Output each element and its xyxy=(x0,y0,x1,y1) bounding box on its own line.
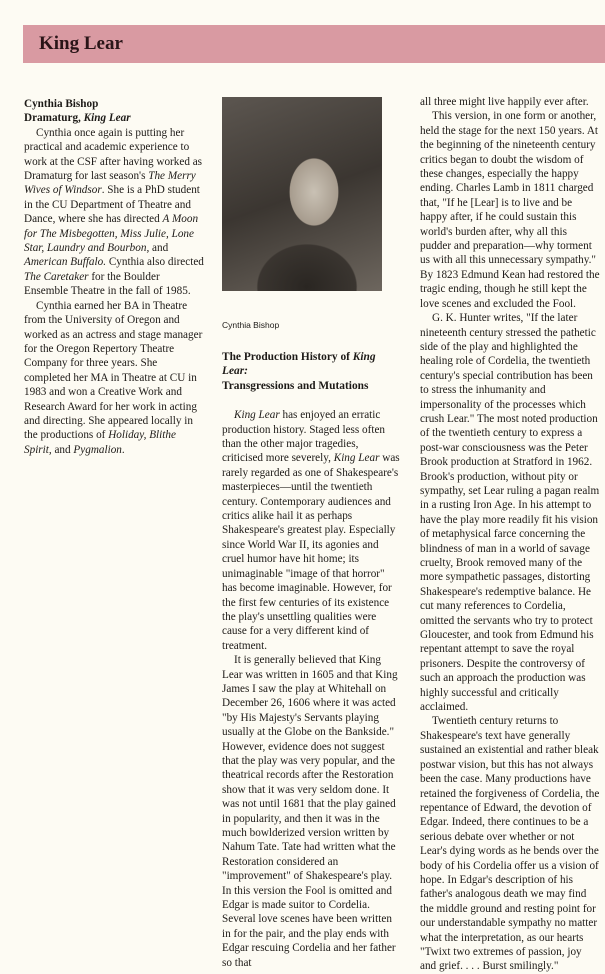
paragraph xyxy=(420,109,600,311)
text: and xyxy=(51,443,74,456)
title-italic: King Lear: xyxy=(222,351,376,378)
text: for the Boulder Ensemble Theatre in the fall of 1985. xyxy=(24,270,191,298)
title-prefix: The Production History of xyxy=(222,351,353,363)
text: . She is a PhD student in the CU Department of Theatre and Dance, where she has directed xyxy=(24,184,200,226)
paragraph xyxy=(420,714,600,973)
text: all three might live happily ever after. xyxy=(420,96,589,108)
paragraph xyxy=(420,95,600,109)
page-title: King Lear xyxy=(39,33,123,54)
italic-text: A Moon for The Misbegotten, Miss Julie, Lone Star, Laundry and Bourbon, xyxy=(24,213,199,255)
paragraph xyxy=(222,408,400,653)
article-body-2 xyxy=(420,95,600,974)
bio-byline xyxy=(24,97,204,126)
italic-text: Pygmalion xyxy=(73,443,122,456)
article-body-1 xyxy=(222,408,400,970)
text: and xyxy=(149,242,169,255)
italic-text: The Caretaker xyxy=(24,270,89,283)
title-band xyxy=(23,25,605,63)
bio-body xyxy=(24,126,204,457)
article-subtitle: Transgressions and Mutations xyxy=(222,379,369,392)
paragraph xyxy=(24,299,204,457)
paragraph xyxy=(24,126,204,299)
bio-name: Cynthia Bishop xyxy=(24,98,99,110)
bio-role xyxy=(24,111,204,125)
text: Cynthia earned her BA in Theatre from the University of Oregon and worked as an actress and stage manager for the Oregon Repertory Theatre Company for three years. She completed her MA in Theatre at CU in 1983 and won a Creative Work and Research Award for her work in acting and directing. She appeared locally in the productions of xyxy=(24,299,203,442)
role-prefix: Dramaturg, xyxy=(24,112,84,125)
text: Cynthia also directed xyxy=(106,256,204,269)
italic-text: Holiday, Blithe Spirit, xyxy=(24,429,176,456)
article-column-1 xyxy=(222,350,400,970)
bio-column xyxy=(24,97,204,457)
article-column-2 xyxy=(420,95,600,974)
text: It is generally believed that King Lear was written in 1605 and that King James I saw the play at Whitehall on December 26, 1606 where it was acted "by His Majesty's Servants playing usually at the Globe on the Bankside." However, evidence does not suggest that the play was very popular, and the theatrical records after the Restoration show that it was very seldom done. It was not until 1681 that the play gained in popularity, and then it was in the much bowlderized version written by Nahum Tate. Tate had written what the Restoration considered an "improvement" of Shakespeare's play. In this version the Fool is omitted and Edgar is made suitor to Cordelia. Several love scenes have been written in for the pair, and the play ends with Edgar rescuing Cordelia and her father so that xyxy=(222,654,398,969)
text: was rarely regarded as one of Shakespeare's masterpieces—until the twentieth century. Contemporary audiences and critics alike hail it as perhaps Shakespeare's greatest play. Especially since World War II, its agonies and cruel humor have hit home; its unimaginable "image of that horror" has become imaginable. However, for the first few centuries of its existence the play's unsettling qualities were cause for a very different kind of treatment. xyxy=(222,452,400,652)
text: This version, in one form or another, held the stage for the next 150 years. At the beginning of the nineteenth century critics began to doubt the wisdom of these changes, especially the happy ending. Charles Lamb in 1811 charged that, "If he [Lear] is to live and be happy after, if he could sustain this world's burden after, why all this pudder and preparation—why torment us with all this unnecessary sympathy." By 1823 Edmund Kean had restored the tragic ending, though he still kept the love scenes and excluded the Fool. xyxy=(420,110,600,310)
text: Twentieth century returns to Shakespeare's text have generally sustained an existential and rather bleak postwar vision, but this has not always been the case. Many productions have retained the forgiveness of Cordelia, the repentance of Edward, the devotion of Edgar. Indeed, there continues to be a serious debate over whether or not Lear's dying words as he bends over the body of his Cordelia offer us a vision of hope. In Edgar's description of his father's analogous death we may find the middle ground and resting point for our understandable sympathy no matter what the interpretation, as our hearts "Twixt two extremes of passion, joy and grief. . . . Burst smilingly." xyxy=(420,715,600,973)
text: has enjoyed an erratic production history. Staged less often than the other major tragedies, criticised more severely, xyxy=(222,409,386,465)
italic-text: The Merry Wives of Windsor xyxy=(24,170,196,197)
role-italic: King Lear xyxy=(83,112,131,125)
text: . xyxy=(121,443,125,456)
italic-text: King Lear xyxy=(234,409,280,422)
italic-text: King Lear xyxy=(333,452,380,465)
text: G. K. Hunter writes, "If the later nineteenth century stressed the pathetic side of the play and highlighted the healing role of Cordelia, the twentieth century's special contribution has been to stress the inhumanity and impersonality of the processes which crush Lear." The most noted production of the twentieth century to express a post-war consciousness was the Peter Brook production at Stratford in 1962. Brook's production, without pity or sympathy, set Lear ruling a pagan realm in a rusting Iron Age. In his attempt to have the play more readily fit his vision of metaphysical farce concerning the blindness of man in a world of savage cruelty, Brook removed many of the more sympathetic passages, distorting Shakespeare's redemptive balance. He cut many references to Cordelia, omitted the servants who try to protect Gloucester, and took from Edmund his repentant attempt to save the royal prisoners. Despite the controversy of such an approach the production was highly successful and critically acclaimed. xyxy=(420,312,600,714)
italic-text: American Buffalo. xyxy=(24,256,107,269)
paragraph xyxy=(222,653,400,970)
article-title xyxy=(222,350,400,393)
photo-caption: Cynthia Bishop xyxy=(222,320,280,330)
portrait-photo xyxy=(222,97,382,291)
text: Cynthia once again is putting her practical and academic experience to work at the CSF after having worked as Dramaturg for last season's xyxy=(24,126,203,183)
paragraph xyxy=(420,311,600,714)
